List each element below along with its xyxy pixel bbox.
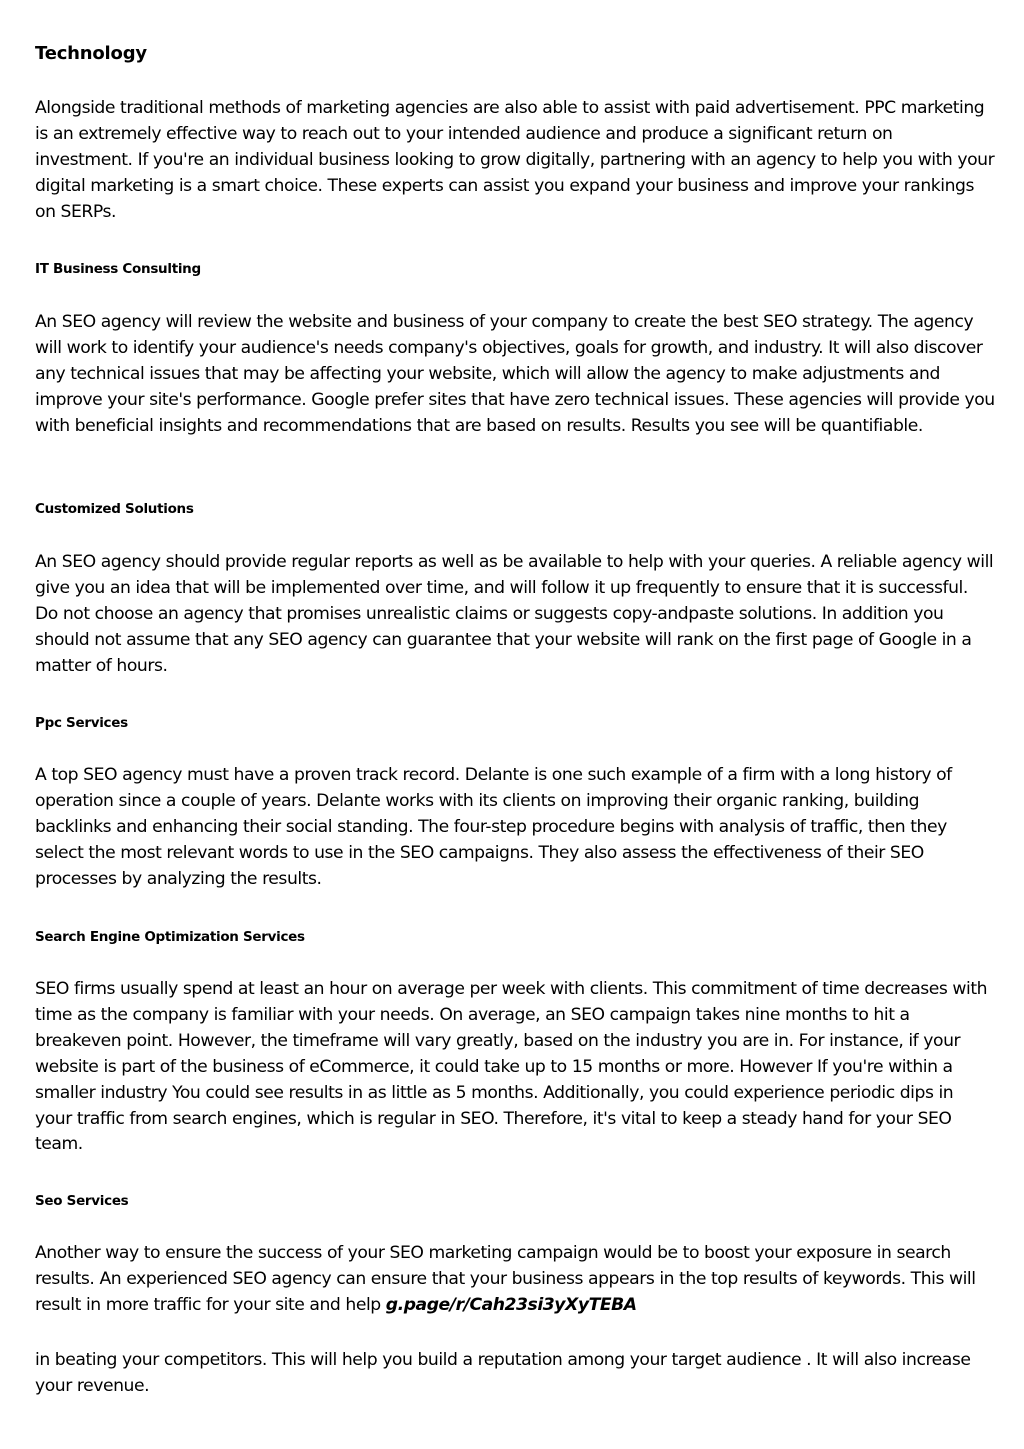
section-paragraph-customized-solutions: An SEO agency should provide regular reports as well as be available to help with your queries. A reliable agency will give you an idea that will be implemented over time, and will follow it up frequently to ensure that it is successful. Do not choose an agency that promises unrealistic claims or suggests copy-andpaste solutions. In addition you should not assume that any SEO agency can guarantee that your website will rank on the first page of Google in a matter of hours. [35, 552, 994, 676]
section-heading-customized-solutions: Customized Solutions [35, 501, 194, 517]
section-heading-seo-services: Seo Services [35, 1193, 129, 1209]
section-heading-it-business-consulting: IT Business Consulting [35, 261, 201, 277]
section-paragraph-intro: Alongside traditional methods of marketing agencies are also able to assist with paid advertisement. PPC marketing is an extremely effective way to reach out to your intended audience and produce a significant return on investment. If you're an individual business looking to grow digitally, partnering with an agency to help you with your digital marketing is a smart choice. These experts can assist you expand your business and improve your rankings on SERPs. [35, 98, 995, 222]
gpage-link[interactable]: g.page/r/Cah23si3yXyTEBA [385, 1294, 637, 1315]
seo-services-text: Another way to ensure the success of your SEO marketing campaign would be to boost your exposure in search results. An experienced SEO agency can ensure that your business appears in the top results of keywords. This will result in more traffic for your site and help [35, 1243, 976, 1315]
section-paragraph-seo-services-continuation: in beating your competitors. This will help you build a reputation among your target audience . It will also increase your revenue. [35, 1350, 971, 1396]
section-paragraph-it-business-consulting: An SEO agency will review the website and business of your company to create the best SEO strategy. The agency will work to identify your audience's needs company's objectives, goals for growth, and industry. It will also discover any technical issues that may be affecting your website, which will allow the agency to make adjustments and improve your site's performance. Google prefer sites that have zero technical issues. These agencies will provide you with beneficial insights and recommendations that are based on results. Results you see will be quantifiable. [35, 312, 995, 436]
section-paragraph-search-engine-optimization-services: SEO firms usually spend at least an hour on average per week with clients. This commitment of time decreases with time as the company is familiar with your needs. On average, an SEO campaign takes nine months to hit a breakeven point. However, the timeframe will vary greatly, based on the industry you are in. For instance, if your website is part of the business of eCommerce, it could take up to 15 months or more. However If you're within a smaller industry You could see results in as little as 5 months. Additionally, you could experience periodic dips in your traffic from search engines, which is regular in SEO. Therefore, it's vital to keep a steady hand for your SEO team. [35, 979, 988, 1155]
section-heading-ppc-services: Ppc Services [35, 715, 128, 731]
section-heading-search-engine-optimization-services: Search Engine Optimization Services [35, 929, 305, 945]
section-paragraph-ppc-services: A top SEO agency must have a proven track record. Delante is one such example of a firm with a long history of operation since a couple of years. Delante works with its clients on improving their organic ranking, building backlinks and enhancing their social standing. The four-step procedure begins with analysis of traffic, then they select the most relevant words to use in the SEO campaigns. They also assess the effectiveness of their SEO processes by analyzing the results. [35, 765, 952, 889]
section-paragraph-seo-services [35, 1241, 995, 1319]
page-title: Technology [35, 43, 147, 64]
